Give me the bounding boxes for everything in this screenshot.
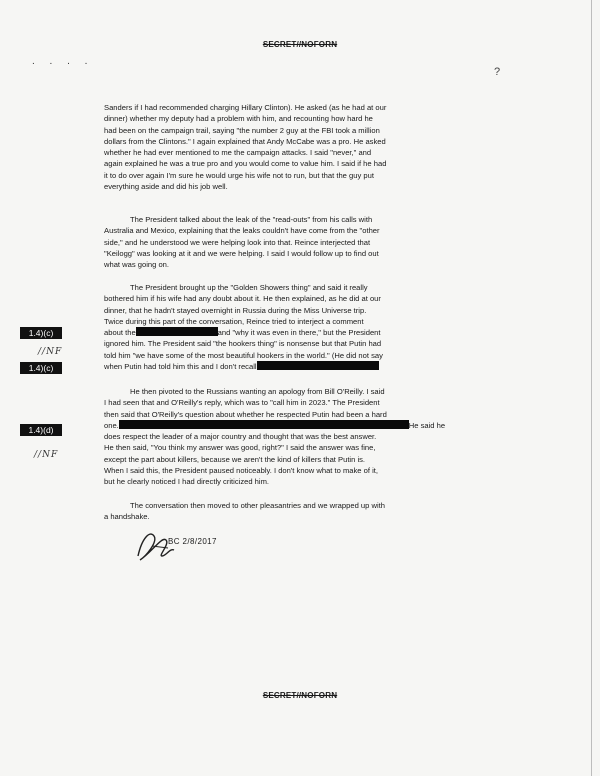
- text-line: I had seen that and O'Reilly's reply, which was to "call him in 2023." The President: [104, 398, 380, 408]
- text-line: told him "we have some of the most beautiful hookers in the world." (He did not say: [104, 350, 383, 360]
- scan-specks: . . . .: [32, 56, 94, 67]
- text-line: side," and he understood we were helping look into that. Reince interjected that: [104, 237, 371, 247]
- text-line: dinner, that he hadn't stayed overnight in Russia during the Miss Universe trip.: [104, 305, 367, 315]
- text-line: what was going on.: [104, 260, 170, 270]
- text-line-redacted: [104, 327, 484, 338]
- exemption-tag: 1.4)(d): [20, 424, 62, 436]
- text-fragment: when Putin had told him this and I don't recall: [104, 362, 257, 372]
- text-fragment: one.: [104, 420, 119, 430]
- page-edge: [591, 0, 592, 776]
- text-line: The President brought up the "Golden Showers thing" and said it really: [130, 283, 368, 292]
- text-line: then said that O'Reilly's question about whether he respected Putin had been a hard: [104, 409, 387, 419]
- text-line: Australia and Mexico, explaining that the leaks couldn't have come from the "other: [104, 226, 380, 236]
- text-line-redacted: [104, 361, 484, 372]
- redaction-bar: [119, 420, 409, 429]
- text-line: He then pivoted to the Russians wanting an apology from Bill O'Reilly. I said: [130, 387, 385, 396]
- text-line: He then said, "You think my answer was good, right?" I said the answer was fine,: [104, 443, 376, 453]
- classification-header: SECRET//NOFORN: [262, 40, 338, 49]
- paragraph-5: [104, 500, 484, 523]
- text-line: everything aside and did his job well.: [104, 182, 228, 192]
- text-line: but he clearly noticed I had directly criticized him.: [104, 477, 270, 487]
- text-line: except the part about killers, because we aren't the kind of killers that Putin is.: [104, 454, 366, 464]
- corner-mark: ?: [494, 66, 501, 78]
- text-line: When I said this, the President paused noticeably. I don't know what to make of it,: [104, 466, 378, 476]
- redaction-bar: [257, 361, 379, 370]
- exemption-tag: 1.4)(c): [20, 362, 62, 374]
- text-line: Twice during this part of the conversation, Reince tried to interject a comment: [104, 316, 364, 326]
- text-line: again explained he was a true pro and you would come to value him. I said if he had: [104, 159, 387, 169]
- text-line: a handshake.: [104, 512, 150, 522]
- text-line: "Keilogg" was looking at it and we were helping. I said I would follow up to find out: [104, 248, 379, 258]
- signature-scribble: [128, 526, 248, 566]
- paragraph-4: [104, 386, 484, 488]
- text-line: bothered him if his wife had any doubt about it. He then explained, as he did at our: [104, 294, 381, 304]
- text-line: The conversation then moved to other pleasantries and we wrapped up with: [130, 501, 385, 510]
- text-line: whether he had ever mentioned to me the campaign attacks. I said "never," and: [104, 148, 372, 158]
- redaction-bar: [136, 327, 218, 336]
- text-fragment: and "why it was even in there," but the President: [217, 328, 381, 338]
- text-line: dinner) whether my deputy had a problem with him, and recounting how hard he: [104, 114, 373, 124]
- text-line: Sanders if I had recommended charging Hillary Clinton). He asked (as he had at our: [104, 103, 387, 112]
- paragraph-2: [104, 214, 484, 270]
- paragraph-1: [104, 102, 484, 192]
- exemption-tag: 1.4)(c): [20, 327, 62, 339]
- handwritten-note: //NF: [34, 450, 59, 460]
- paragraph-3: [104, 282, 484, 372]
- text-line: does respect the leader of a major country and thought that was the best answer.: [104, 432, 377, 442]
- text-fragment: about the: [104, 328, 136, 338]
- classification-footer: SECRET//NOFORN: [262, 691, 338, 700]
- text-line-redacted: [104, 420, 484, 431]
- signature-date: BC 2/8/2017: [168, 537, 217, 546]
- text-fragment: He said he: [408, 420, 446, 430]
- text-line: ignored him. The President said "the hookers thing" is nonsense but that Putin had: [104, 339, 382, 349]
- text-line: had been on the campaign trail, saying "the number 2 guy at the FBI took a million: [104, 125, 380, 135]
- text-line: it to do over again I'm sure he would urge his wife not to run, but that the guy put: [104, 170, 374, 180]
- text-line: dollars from the Clintons." I again explained that Andy McCabe was a pro. He asked: [104, 136, 386, 146]
- text-line: The President talked about the leak of the "read-outs" from his calls with: [130, 215, 373, 224]
- handwritten-note: //NF: [38, 347, 63, 357]
